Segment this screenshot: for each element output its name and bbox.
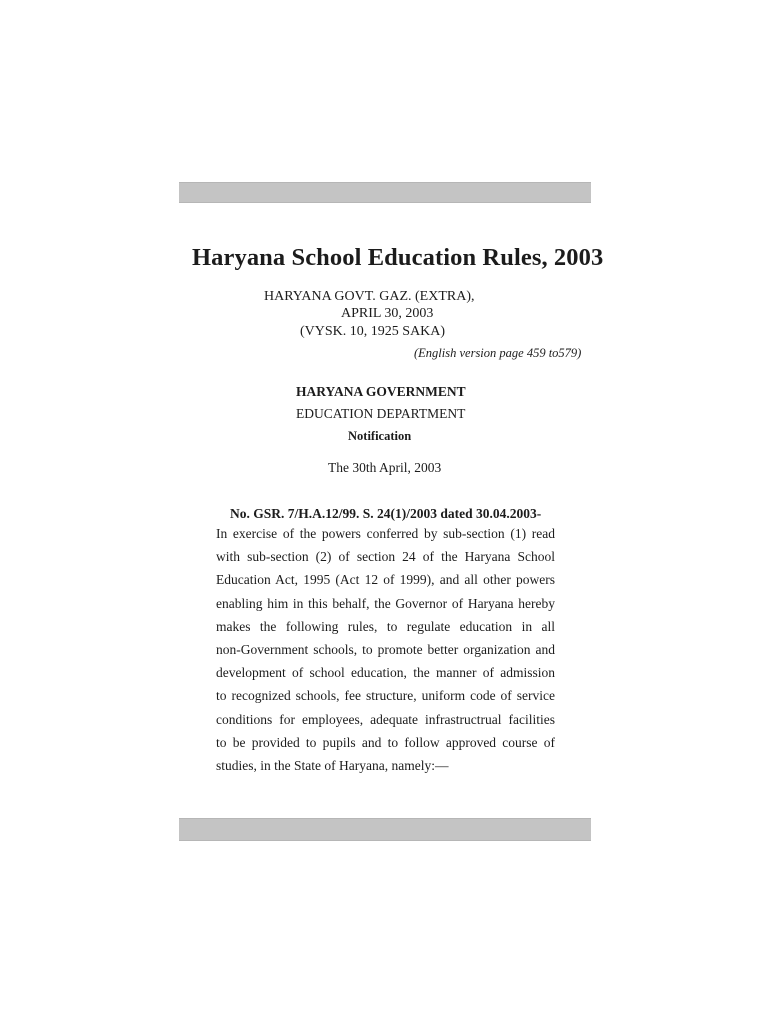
bottom-gray-band <box>179 818 591 841</box>
paragraph-line: to recognized schools, fee structure, uniform code of service <box>216 688 555 704</box>
paragraph-line: development of school education, the manner of admission <box>216 665 555 681</box>
english-version-note: (English version page 459 to579) <box>414 346 582 360</box>
notification-number: No. GSR. 7/H.A.12/99. S. 24(1)/2003 dated 30.04.2003- <box>230 506 542 521</box>
document-title: Haryana School Education Rules, 2003 <box>192 244 604 271</box>
paragraph-line: makes the following rules, to regulate education in all <box>216 618 555 634</box>
paragraph-line: conditions for employees, adequate infrastructrual facilities <box>216 711 555 727</box>
government-heading: HARYANA GOVERNMENT <box>296 384 466 399</box>
paragraph-line: with sub-section (2) of section 24 of the Haryana School <box>216 549 555 565</box>
paragraph-line: non-Government schools, to promote better organization and <box>216 641 555 657</box>
paragraph-line: to be provided to pupils and to follow approved course of <box>216 734 555 750</box>
paragraph-line: enabling him in this behalf, the Governor of Haryana hereby <box>216 595 555 611</box>
department-heading: EDUCATION DEPARTMENT <box>296 406 466 421</box>
notification-paragraph <box>216 522 555 777</box>
notification-date: The 30th April, 2003 <box>328 460 442 475</box>
notification-label: Notification <box>348 429 412 443</box>
paragraph-line: studies, in the State of Haryana, namely:— <box>216 757 449 773</box>
gazette-line-3: (VYSK. 10, 1925 SAKA) <box>300 324 446 339</box>
top-gray-band <box>179 182 591 203</box>
gazette-line-2: APRIL 30, 2003 <box>341 306 434 321</box>
paragraph-line: In exercise of the powers conferred by sub-section (1) read <box>216 526 555 541</box>
paragraph-line: Education Act, 1995 (Act 12 of 1999), and all other powers <box>216 572 555 588</box>
gazette-line-1: HARYANA GOVT. GAZ. (EXTRA), <box>264 289 475 304</box>
